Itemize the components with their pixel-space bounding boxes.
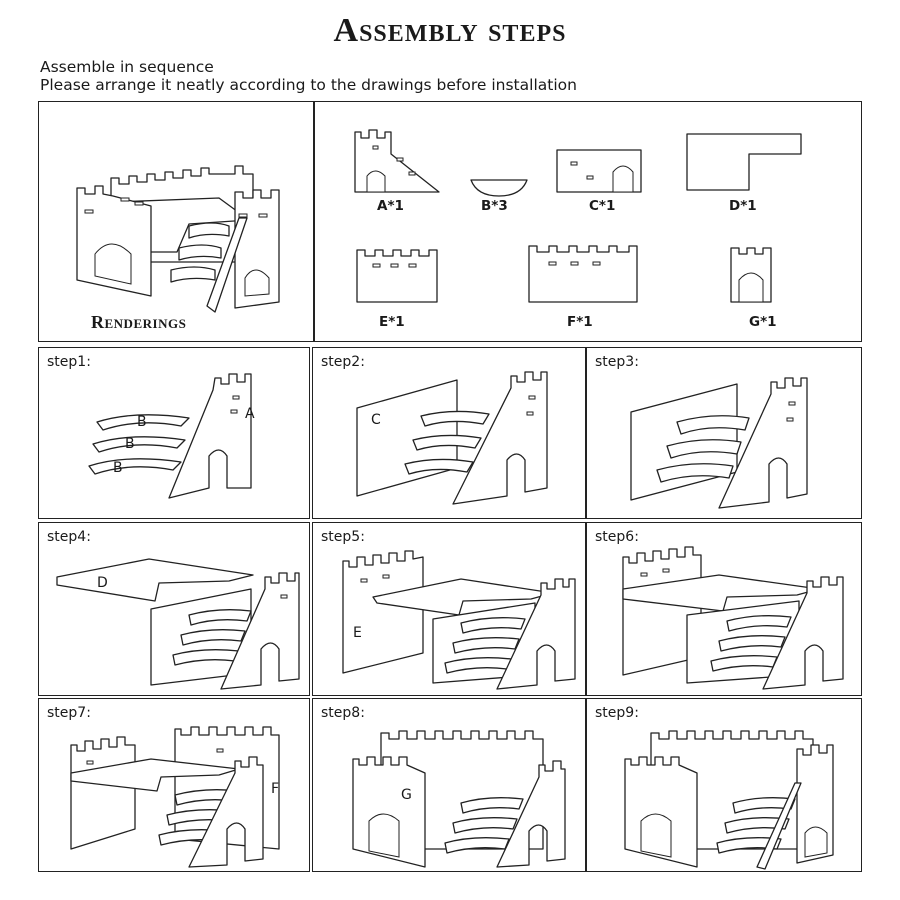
- step-2-panel: [312, 347, 586, 519]
- step-5-drawing: [313, 523, 587, 697]
- step-4-drawing: [39, 523, 311, 697]
- step-8-callout-g: G: [401, 787, 412, 803]
- part-a-label: A*1: [377, 198, 404, 214]
- step-6-drawing: [587, 523, 863, 697]
- step-5-label: step5:: [321, 529, 365, 545]
- parts-drawing: [315, 102, 863, 343]
- part-d-shape: [687, 134, 801, 190]
- renderings-label: Renderings: [91, 312, 187, 332]
- part-b-label: B*3: [481, 198, 508, 214]
- step-1-callout-a: A: [245, 406, 255, 422]
- step-1-callout-b2: B: [125, 436, 135, 452]
- step-7-panel: [38, 698, 310, 872]
- step-9-panel: [586, 698, 862, 872]
- step-2-callout-c: C: [371, 412, 381, 428]
- castle-rendering-drawing: [39, 102, 315, 343]
- step-4-label: step4:: [47, 529, 91, 545]
- parts-panel: [314, 101, 862, 342]
- instruction-sequence: Assemble in sequence: [40, 58, 214, 76]
- part-e-shape: [357, 250, 437, 302]
- step-2-label: step2:: [321, 354, 365, 370]
- step-1-label: step1:: [47, 354, 91, 370]
- step-1-panel: [38, 347, 310, 519]
- step-6-panel: [586, 522, 862, 696]
- step-4-panel: [38, 522, 310, 696]
- part-d-label: D*1: [729, 198, 757, 214]
- part-c-shape: [557, 150, 641, 192]
- step-8-panel: [312, 698, 586, 872]
- part-g-label: G*1: [749, 314, 777, 330]
- part-b-shape: [471, 180, 527, 196]
- part-f-shape: [529, 246, 637, 302]
- step-7-callout-f: F: [271, 781, 280, 797]
- part-c-label: C*1: [589, 198, 616, 214]
- step-8-drawing: [313, 699, 587, 873]
- step-5-callout-e: E: [353, 625, 362, 641]
- step-9-drawing: [587, 699, 863, 873]
- step-3-drawing: [587, 348, 863, 520]
- step-1-callout-b1: B: [137, 414, 147, 430]
- step-9-label: step9:: [595, 705, 639, 721]
- step-6-label: step6:: [595, 529, 639, 545]
- instruction-arrange: Please arrange it neatly according to the drawings before installation: [40, 76, 577, 94]
- step-4-callout-d: D: [97, 575, 108, 591]
- step-1-drawing: [39, 348, 311, 520]
- part-g-shape: [731, 248, 771, 302]
- part-e-label: E*1: [379, 314, 405, 330]
- part-a-shape: [355, 130, 439, 192]
- step-2-drawing: [313, 348, 587, 520]
- step-7-label: step7:: [47, 705, 91, 721]
- step-8-label: step8:: [321, 705, 365, 721]
- page-title: Assembly steps: [333, 12, 567, 49]
- renderings-panel: [38, 101, 314, 342]
- step-5-panel: [312, 522, 586, 696]
- step-3-label: step3:: [595, 354, 639, 370]
- step-3-panel: [586, 347, 862, 519]
- part-f-label: F*1: [567, 314, 593, 330]
- step-1-callout-b3: B: [113, 460, 123, 476]
